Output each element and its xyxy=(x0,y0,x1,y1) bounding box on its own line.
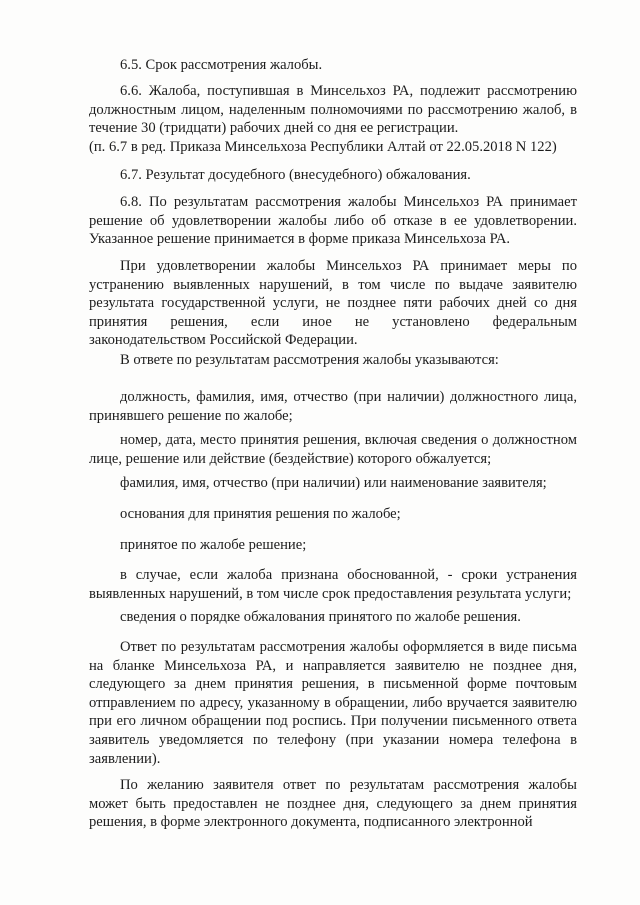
list-item-appeal: сведения о порядке обжалования принятого по жалобе решения. xyxy=(120,609,521,625)
paragraph-response-intro: В ответе по результатам рассмотрения жалобы указываются: xyxy=(120,352,499,368)
section-heading-6-5: 6.5. Срок рассмотрения жалобы. xyxy=(120,57,323,73)
list-item-applicant: фамилия, имя, отчество (при наличии) или наименование заявителя; xyxy=(120,475,547,491)
section-heading-6-7: 6.7. Результат досудебного (внесудебного) обжалования. xyxy=(120,167,471,183)
list-item-grounds: основания для принятия решения по жалобе; xyxy=(120,506,401,522)
list-item-deadlines: в случае, если жалоба признана обоснованной, - сроки устранения выявленных нарушений, в том числе срок предоставления результата услуги; xyxy=(89,567,577,602)
list-item-official: должность, фамилия, имя, отчество (при наличии) должностного лица, принявшего решение по жалобе; xyxy=(89,389,577,424)
list-item-decision: принятое по жалобе решение; xyxy=(120,537,307,553)
list-item-decision-info: номер, дата, место принятия решения, включая сведения о должностном лице, решение или действие (бездействие) которого обжалуется; xyxy=(89,432,577,467)
amendment-note: (п. 6.7 в ред. Приказа Минсельхоза Республики Алтай от 22.05.2018 N 122) xyxy=(89,139,557,155)
paragraph-electronic: По желанию заявителя ответ по результатам рассмотрения жалобы может быть предоставлен не позднее дня, следующего за днем принятия решения, в форме электронного документа, подписанного электронной xyxy=(89,777,577,831)
paragraph-6-8: 6.8. По результатам рассмотрения жалобы Минсельхоз РА принимает решение об удовлетворении жалобы либо об отказе в ее удовлетворении. Указанное решение принимается в форме приказа Минсельхоза РА. xyxy=(89,194,577,248)
paragraph-satisfaction: При удовлетворении жалобы Минсельхоз РА принимает меры по устранению выявленных нарушений, в том числе по выдаче заявителю результата государственной услуги, не позднее пяти рабочих дней со дня принятия решения, если иное не установлено федеральным законодательством Российской Федерации. xyxy=(89,258,577,349)
paragraph-letter: Ответ по результатам рассмотрения жалобы оформляется в виде письма на бланке Минсельхоза РА, и направляется заявителю не позднее дня, следующего за днем принятия решения, в письменной форме почтовым отправлением по адресу, указанному в обращении, либо вручается заявителю при его личном обращении под роспись. При получении письменного ответа заявитель уведомляется по телефону (при указании номера телефона в заявлении). xyxy=(89,639,577,767)
paragraph-6-6: 6.6. Жалоба, поступившая в Минсельхоз РА, подлежит рассмотрению должностным лицом, наделенным полномочиями по рассмотрению жалоб, в течение 30 (тридцати) рабочих дней со дня ее регистрации. xyxy=(89,83,577,137)
